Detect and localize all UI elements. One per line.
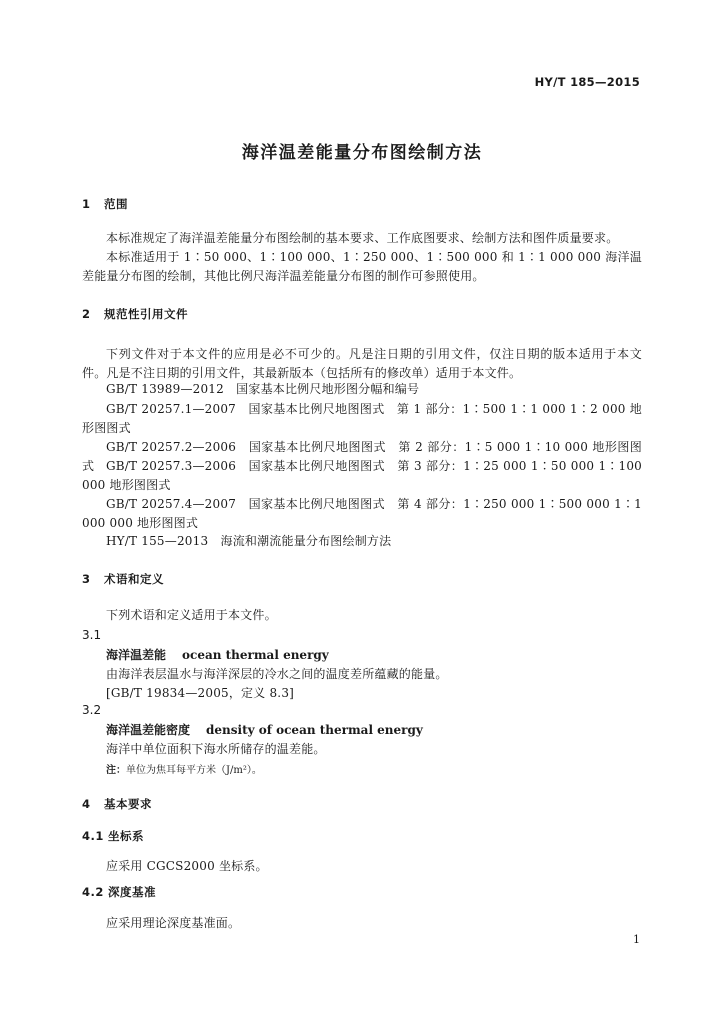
section-number: 4 (82, 797, 91, 811)
term-name (106, 646, 329, 663)
reference-item: GB/T 20257.3—2006 国家基本比例尺地图图式 第 3 部分：1∶25 000 1∶50 000 1∶100 000 地形图图式 (82, 459, 642, 492)
term-name (106, 721, 423, 738)
section-3-heading (82, 571, 164, 587)
section-2-heading (82, 306, 188, 322)
note-label: 注： (106, 765, 126, 776)
term-chinese: 海洋温差能 (106, 648, 167, 662)
section-1-heading (82, 196, 128, 212)
term-note (106, 761, 262, 776)
term-number: 3.2 (82, 703, 102, 717)
reference-item: GB/T 20257.4—2007 国家基本比例尺地图图式 第 4 部分：1∶250 000 1∶500 000 1∶1 000 000 地形图图式 (82, 497, 642, 530)
term-english: ocean thermal energy (182, 648, 329, 662)
section-title: 范围 (104, 197, 128, 211)
section-3-intro: 下列术语和定义适用于本文件。 (106, 608, 277, 622)
term-source: [GB/T 19834—2005，定义 8.3] (106, 686, 295, 700)
section-title: 规范性引用文件 (104, 307, 188, 321)
term-chinese: 海洋温差能密度 (106, 723, 191, 737)
section-1-paragraph-2: 本标准适用于 1∶50 000、1∶100 000、1∶250 000、1∶500 000 和 1∶1 000 000 海洋温差能量分布图的绘制，其他比例尺海洋温差能量分布图的制作可参照使用。 (82, 250, 642, 283)
subsection-4-2-heading (82, 884, 156, 900)
term-definition: 海洋中单位面积下海水所储存的温差能。 (106, 742, 326, 756)
term-definition: 由海洋表层温水与海洋深层的冷水之间的温度差所蕴藏的能量。 (106, 667, 448, 681)
section-1-paragraph-1: 本标准规定了海洋温差能量分布图绘制的基本要求、工作底图要求、绘制方法和图件质量要求。 (106, 231, 619, 245)
section-number: 2 (82, 307, 91, 321)
reference-item: GB/T 13989—2012 国家基本比例尺地形图分幅和编号 (106, 382, 420, 396)
section-number: 4.1 (82, 829, 104, 843)
term-english: density of ocean thermal energy (206, 723, 423, 737)
term-number: 3.1 (82, 628, 102, 642)
page-number: 1 (633, 933, 640, 946)
section-title: 坐标系 (108, 829, 144, 843)
section-title: 术语和定义 (104, 572, 164, 586)
section-number: 1 (82, 197, 91, 211)
section-2-paragraph-1: 下列文件对于本文件的应用是必不可少的。凡是注日期的引用文件，仅注日期的版本适用于本文件。凡是不注日期的引用文件，其最新版本（包括所有的修改单）适用于本文件。 (82, 347, 642, 380)
note-text: 单位为焦耳每平方米（J/m²）。 (126, 765, 262, 776)
subsection-4-1-heading (82, 828, 144, 844)
standard-number: HY/T 185—2015 (534, 75, 640, 89)
reference-item: GB/T 20257.1—2007 国家基本比例尺地图图式 第 1 部分：1∶500 1∶1 000 1∶2 000 地形图图式 (82, 402, 642, 435)
subsection-4-2-text: 应采用理论深度基准面。 (106, 916, 241, 930)
section-title: 基本要求 (104, 797, 152, 811)
reference-item: GB/T 20257.2—2006 国家基本比例尺地图图式 第 2 部分：1∶5 000 1∶10 000 地形图图式 (82, 440, 642, 473)
section-number: 4.2 (82, 885, 104, 899)
section-title: 深度基准 (108, 885, 156, 899)
reference-item: HY/T 155—2013 海流和潮流能量分布图绘制方法 (106, 534, 392, 548)
subsection-4-1-text: 应采用 CGCS2000 坐标系。 (106, 859, 268, 873)
section-4-heading (82, 796, 152, 812)
document-title: 海洋温差能量分布图绘制方法 (241, 143, 483, 163)
section-number: 3 (82, 572, 91, 586)
